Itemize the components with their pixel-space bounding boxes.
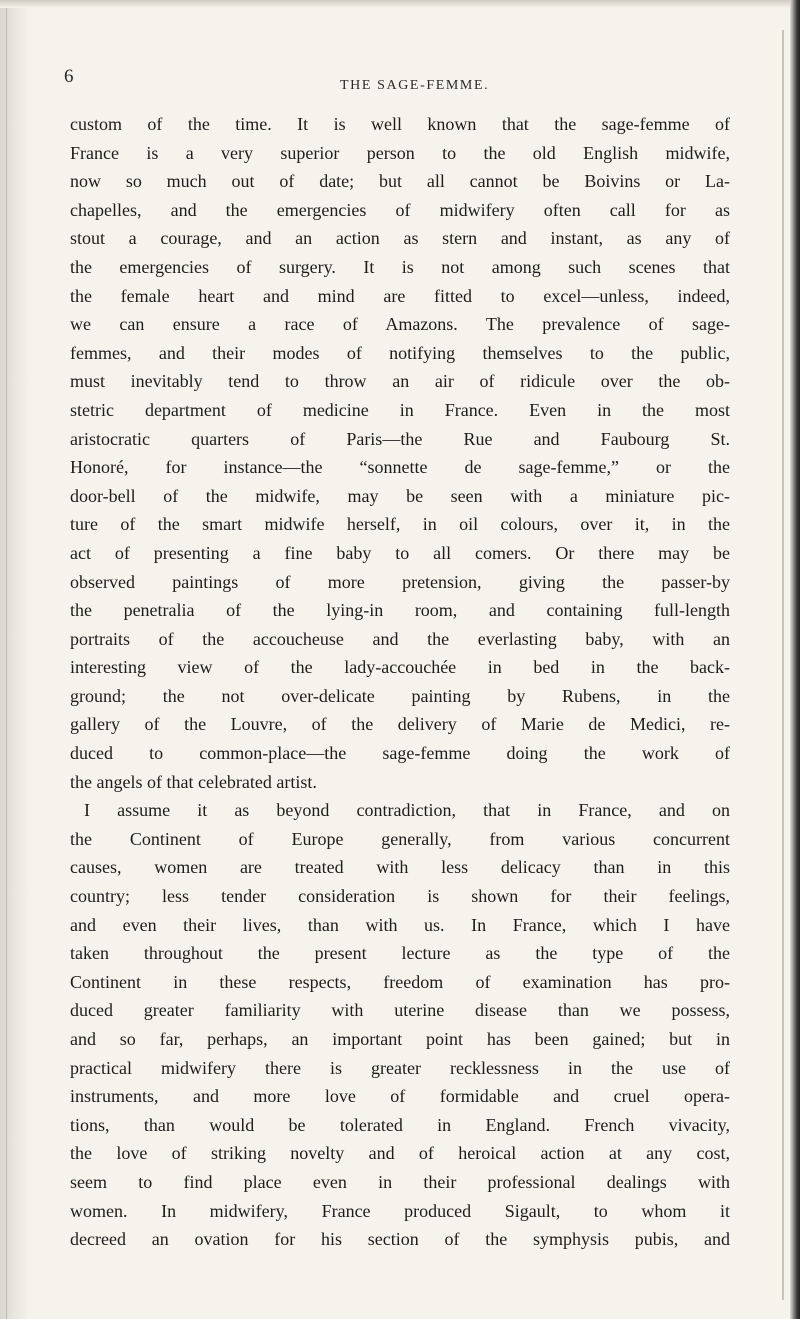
text-line: the love of striking novelty and of heroical action at any cost, bbox=[70, 1143, 730, 1164]
text-line: Honoré, for instance—the “sonnette de sage-femme,” or the bbox=[70, 457, 730, 478]
text-line: ground; the not over-delicate painting by Rubens, in the bbox=[70, 685, 730, 706]
text-line: gallery of the Louvre, of the delivery of Marie de Medici, re- bbox=[70, 714, 730, 735]
text-line: we can ensure a race of Amazons. The prevalence of sage- bbox=[70, 314, 730, 335]
text-line: taken throughout the present lecture as the type of the bbox=[70, 943, 730, 964]
text-line: interesting view of the lady-accouchée in bed in the back- bbox=[70, 657, 730, 678]
text-line: duced greater familiarity with uterine disease than we possess, bbox=[70, 1000, 730, 1021]
text-line: chapelles, and the emergencies of midwifery often call for as bbox=[70, 199, 730, 220]
text-line: instruments, and more love of formidable and cruel opera- bbox=[70, 1086, 730, 1107]
text-line: must inevitably tend to throw an air of ridicule over the ob- bbox=[70, 371, 730, 392]
running-head: THE SAGE-FEMME. bbox=[340, 78, 490, 93]
text-line: the Continent of Europe generally, from various concurrent bbox=[70, 828, 730, 849]
text-line: aristocratic quarters of Paris—the Rue and Faubourg St. bbox=[70, 428, 730, 449]
text-line: act of presenting a fine baby to all comers. Or there may be bbox=[70, 542, 730, 563]
text-line: women. In midwifery, France produced Sigault, to whom it bbox=[70, 1200, 730, 1221]
text-line: ture of the smart midwife herself, in oil colours, over it, in the bbox=[70, 514, 730, 535]
text-line: door-bell of the midwife, may be seen with a miniature pic- bbox=[70, 485, 730, 506]
text-line: seem to find place even in their professional dealings with bbox=[70, 1171, 730, 1192]
text-line: duced to common-place—the sage-femme doing the work of bbox=[70, 743, 730, 764]
body-text bbox=[70, 110, 730, 1254]
text-line: country; less tender consideration is shown for their feelings, bbox=[70, 886, 730, 907]
page-gutter-shadow bbox=[0, 0, 30, 1319]
text-line: decreed an ovation for his section of the symphysis pubis, and bbox=[70, 1229, 730, 1250]
text-line: Continent in these respects, freedom of examination has pro- bbox=[70, 971, 730, 992]
text-line: stout a courage, and an action as stern and instant, as any of bbox=[70, 228, 730, 249]
text-line: the penetralia of the lying-in room, and containing full-length bbox=[70, 600, 730, 621]
page-number: 6 bbox=[64, 66, 74, 87]
page-edge-line bbox=[782, 30, 784, 1300]
page-right-edge bbox=[790, 0, 800, 1319]
text-line: France is a very superior person to the old English midwife, bbox=[70, 142, 730, 163]
binding-line bbox=[6, 0, 7, 1319]
text-line: and even their lives, than with us. In France, which I have bbox=[70, 914, 730, 935]
text-line: practical midwifery there is greater recklessness in the use of bbox=[70, 1057, 730, 1078]
text-line: portraits of the accoucheuse and the everlasting baby, with an bbox=[70, 628, 730, 649]
text-line: the female heart and mind are fitted to excel—unless, indeed, bbox=[70, 285, 730, 306]
page-top-shadow bbox=[0, 0, 800, 8]
text-line: stetric department of medicine in France. Even in the most bbox=[70, 399, 730, 420]
text-line: observed paintings of more pretension, giving the passer-by bbox=[70, 571, 730, 592]
text-line: tions, than would be tolerated in England. French vivacity, bbox=[70, 1114, 730, 1135]
text-line: custom of the time. It is well known that the sage-femme of bbox=[70, 114, 730, 134]
text-line: now so much out of date; but all cannot be Boivins or La- bbox=[70, 171, 730, 192]
text-line: femmes, and their modes of notifying themselves to the public, bbox=[70, 342, 730, 363]
text-line: and so far, perhaps, an important point has been gained; but in bbox=[70, 1029, 730, 1049]
text-line: causes, women are treated with less delicacy than in this bbox=[70, 857, 730, 878]
text-line: the emergencies of surgery. It is not among such scenes that bbox=[70, 256, 730, 277]
text-line: the angels of that celebrated artist. bbox=[70, 771, 317, 792]
text-line: I assume it as beyond contradiction, that in France, and on bbox=[84, 800, 730, 821]
